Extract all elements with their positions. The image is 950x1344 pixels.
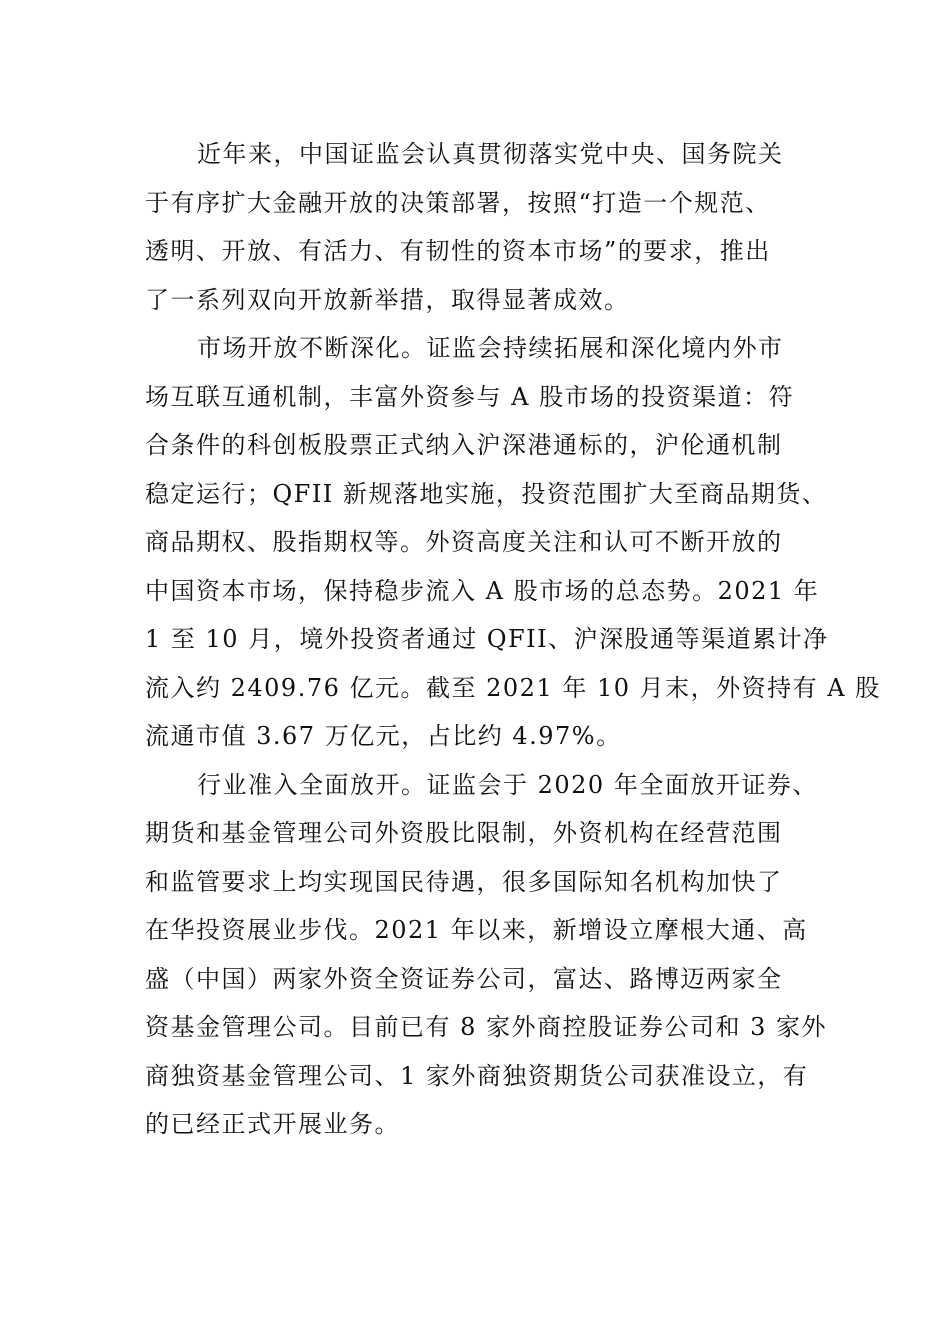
text-line: 流入约 2409.76 亿元。截至 2021 年 10 月末，外资持有 A 股: [145, 673, 881, 702]
text-line: 透明、开放、有活力、有韧性的资本市场”的要求，推出: [145, 237, 771, 265]
paragraph-market-opening: [145, 324, 881, 761]
text-line: 流通市值 3.67 万亿元，占比约 4.97%。: [145, 722, 622, 750]
text-line: 稳定运行；QFII 新规落地实施，投资范围扩大至商品期货、: [145, 479, 828, 508]
text-line: 1 至 10 月，境外投资者通过 QFII、沪深股通等渠道累计净: [145, 625, 829, 653]
text-line: 在华投资展业步伐。2021 年以来，新增设立摩根大通、高: [145, 916, 808, 944]
text-line: 了一系列双向开放新举措，取得显著成效。: [145, 285, 630, 314]
text-line: 盛（中国）两家外资全资证券公司，富达、路博迈两家全: [145, 964, 783, 993]
text-line: 近年来，中国证监会认真贯彻落实党中央、国务院关: [197, 140, 784, 168]
text-line: 和监管要求上均实现国民待遇，很多国际知名机构加快了: [145, 867, 783, 896]
text-line: 场互联互通机制，丰富外资参与 A 股市场的投资渠道：符: [145, 382, 795, 411]
paragraph-opening: [145, 130, 805, 324]
text-line: 行业准入全面放开。证监会于 2020 年全面放开证券、: [197, 770, 818, 799]
text-line: 市场开放不断深化。证监会持续拓展和深化境内外市: [197, 334, 784, 362]
document-body: [145, 130, 881, 1149]
text-line: 中国资本市场，保持稳步流入 A 股市场的总态势。2021 年: [145, 576, 820, 605]
text-line: 合条件的科创板股票正式纳入沪深港通标的，沪伦通机制: [145, 431, 783, 459]
text-line: 的已经正式开展业务。: [145, 1110, 400, 1138]
text-line: 商独资基金管理公司、1 家外商独资期货公司获准设立，有: [145, 1061, 809, 1090]
text-line: 商品期权、股指期权等。外资高度关注和认可不断开放的: [145, 528, 783, 556]
text-line: 资基金管理公司。目前已有 8 家外商控股证券公司和 3 家外: [145, 1013, 828, 1041]
paragraph-industry-access: [145, 761, 828, 1149]
text-line: 期货和基金管理公司外资股比限制，外资机构在经营范围: [145, 819, 783, 847]
text-line: 于有序扩大金融开放的决策部署，按照“打造一个规范、: [145, 188, 771, 217]
